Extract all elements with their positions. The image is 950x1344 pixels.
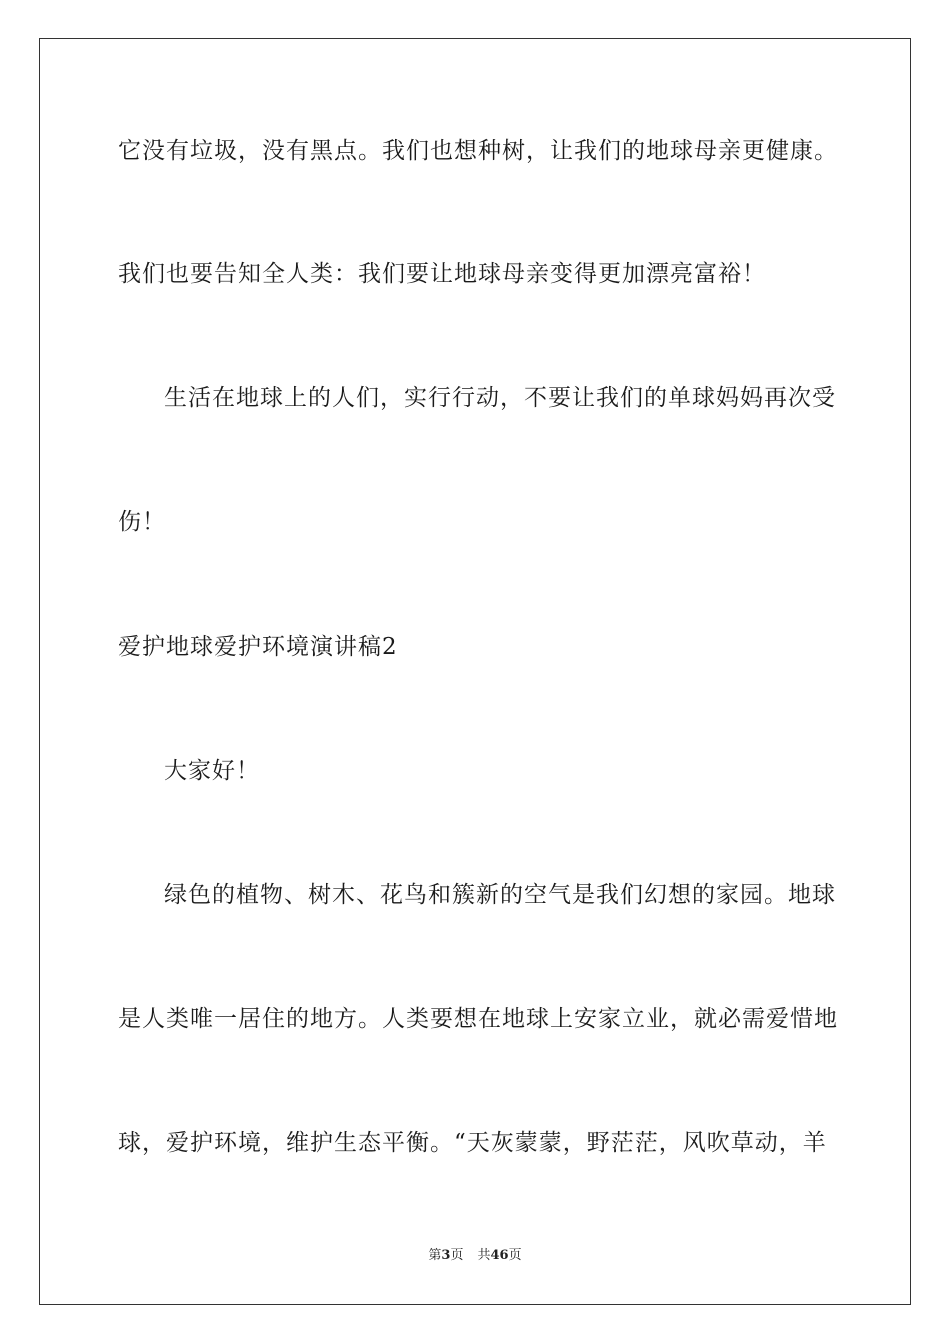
body-line: 生活在地球上的人们，实行行动，不要让我们的单球妈妈再次受 [164, 385, 836, 411]
body-line: 球，爱护环境，维护生态平衡。“天灰蒙蒙，野茫茫，风吹草动，羊 [118, 1130, 827, 1156]
page-prefix: 第 [428, 1248, 442, 1263]
body-line: 是人类唯一居住的地方。人类要想在地球上安家立业，就必需爱惜地 [118, 1006, 838, 1032]
body-line: 伤！ [118, 509, 166, 535]
page-frame [39, 38, 911, 1305]
section-heading: 爱护地球爱护环境演讲稿2 [118, 634, 398, 660]
page-current: 3 [441, 1248, 451, 1263]
body-line: 我们也要告知全人类：我们要让地球母亲变得更加漂亮富裕！ [118, 261, 766, 287]
page-footer [0, 1247, 950, 1265]
total-prefix: 共 [477, 1248, 491, 1263]
body-line: 它没有垃圾，没有黑点。我们也想种树，让我们的地球母亲更健康。 [118, 138, 838, 164]
page-total: 46 [490, 1248, 509, 1263]
page-suffix: 页 [450, 1248, 464, 1263]
total-suffix: 页 [508, 1248, 522, 1263]
greeting-line: 大家好！ [164, 758, 260, 784]
body-line: 绿色的植物、树木、花鸟和簇新的空气是我们幻想的家园。地球 [164, 882, 836, 908]
